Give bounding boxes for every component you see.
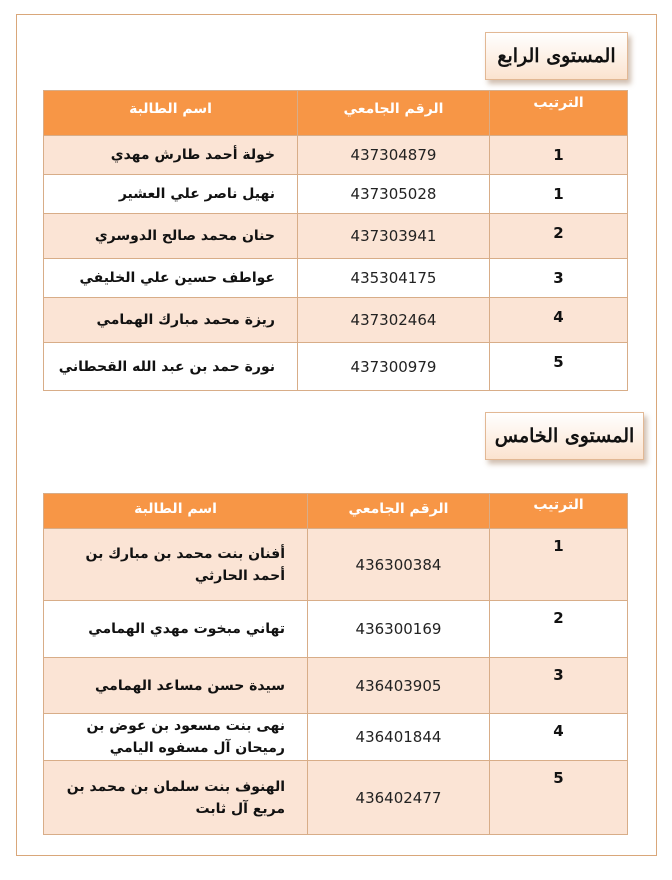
student-name: الهنوف بنت سلمان بن محمد بن مريع آل ثابت: [44, 761, 308, 835]
header-rank: الترتيب: [490, 91, 628, 136]
student-name: نهى بنت مسعود بن عوض بن رميحان آل مسفوه اليامي: [44, 714, 308, 761]
student-id: 436300384: [308, 529, 490, 601]
student-id: 437302464: [298, 298, 490, 343]
table-row: [44, 714, 628, 761]
student-rank: 4: [490, 714, 628, 761]
header-name: اسم الطالبة: [44, 91, 298, 136]
table-row: [44, 136, 628, 175]
student-name: حنان محمد صالح الدوسري: [44, 214, 298, 259]
table-header-row: [44, 91, 628, 136]
student-rank: 4: [490, 298, 628, 343]
student-id: 437305028: [298, 175, 490, 214]
table-row: [44, 259, 628, 298]
student-name: ريزة محمد مبارك الهمامي: [44, 298, 298, 343]
student-rank: 5: [490, 761, 628, 835]
student-id: 436403905: [308, 658, 490, 714]
student-name: عواطف حسين علي الخليفي: [44, 259, 298, 298]
header-id: الرقم الجامعي: [298, 91, 490, 136]
level4-heading: المستوى الرابع: [485, 32, 628, 80]
student-name: خولة أحمد طارش مهدي: [44, 136, 298, 175]
student-id: 435304175: [298, 259, 490, 298]
student-name: سيدة حسن مساعد الهمامي: [44, 658, 308, 714]
student-id: 436300169: [308, 601, 490, 658]
student-id: 437303941: [298, 214, 490, 259]
student-name: تهاني مبخوت مهدي الهمامي: [44, 601, 308, 658]
level5-heading: المستوى الخامس: [485, 412, 644, 460]
table-row: [44, 601, 628, 658]
header-id: الرقم الجامعي: [308, 494, 490, 529]
student-id: 436402477: [308, 761, 490, 835]
student-name: أفنان بنت محمد بن مبارك بن أحمد الحارثي: [44, 529, 308, 601]
student-rank: 3: [490, 259, 628, 298]
student-id: 437300979: [298, 343, 490, 391]
student-rank: 1: [490, 175, 628, 214]
table-row: [44, 761, 628, 835]
level4-table: [43, 90, 628, 391]
student-rank: 1: [490, 136, 628, 175]
student-name: نهيل ناصر علي العشير: [44, 175, 298, 214]
header-rank: الترتيب: [490, 494, 628, 529]
table-row: [44, 343, 628, 391]
table-row: [44, 529, 628, 601]
student-rank: 2: [490, 214, 628, 259]
student-id: 437304879: [298, 136, 490, 175]
student-rank: 3: [490, 658, 628, 714]
table-row: [44, 214, 628, 259]
student-rank: 1: [490, 529, 628, 601]
table-row: [44, 175, 628, 214]
student-rank: 2: [490, 601, 628, 658]
student-name: نورة حمد بن عبد الله القحطاني: [44, 343, 298, 391]
table-row: [44, 658, 628, 714]
student-rank: 5: [490, 343, 628, 391]
header-name: اسم الطالبة: [44, 494, 308, 529]
student-id: 436401844: [308, 714, 490, 761]
table-header-row: [44, 494, 628, 529]
table-row: [44, 298, 628, 343]
level5-table: [43, 493, 628, 835]
